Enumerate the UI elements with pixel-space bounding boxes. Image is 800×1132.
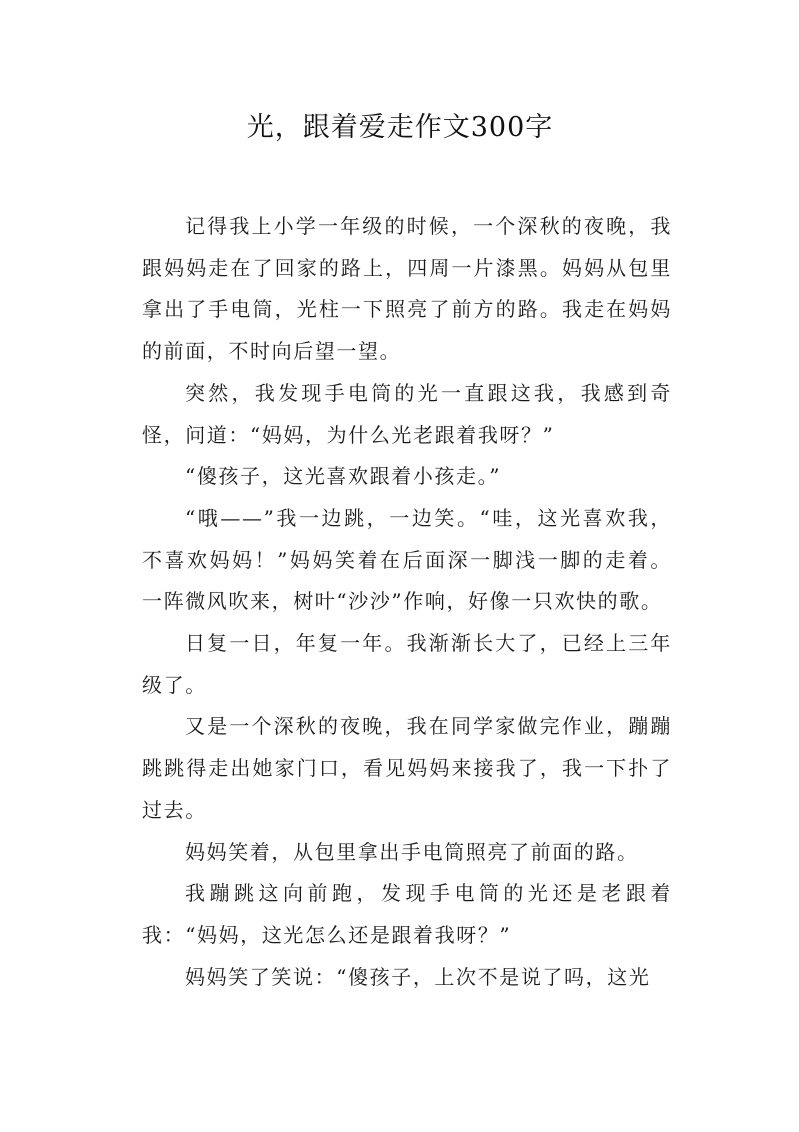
paragraph-2: 突然，我发现手电筒的光一直跟这我，我感到奇怪，问道：“妈妈，为什么光老跟着我呀？” <box>142 380 672 447</box>
paragraph-6: 又是一个深秋的夜晚，我在同学家做完作业，蹦蹦跳跳得走出她家门口，看见妈妈来接我了，我一下扑了过去。 <box>142 714 672 822</box>
paragraph-4: “哦——”我一边跳，一边笑。“哇，这光喜欢我，不喜欢妈妈！”妈妈笑着在后面深一脚浅一脚的走着。一阵微风吹来，树叶“沙沙”作响，好像一只欢快的歌。 <box>142 505 672 614</box>
page-title: 光，跟着爱走作文300字 <box>246 112 554 143</box>
paragraph-8: 我蹦跳这向前跑，发现手电筒的光还是老跟着我：“妈妈，这光怎么还是跟着我呀？” <box>142 881 672 947</box>
document-body <box>142 206 672 998</box>
paragraph-5: 日复一日，年复一年。我渐渐长大了，已经上三年级了。 <box>142 631 672 697</box>
paragraph-9: 妈妈笑了笑说：“傻孩子，上次不是说了吗，这光 <box>185 964 651 989</box>
paragraph-7: 妈妈笑着，从包里拿出手电筒照亮了前面的路。 <box>185 839 639 864</box>
paragraph-1: 记得我上小学一年级的时候，一个深秋的夜晚，我跟妈妈走在了回家的路上，四周一片漆黑。妈妈从包里拿出了手电筒，光柱一下照亮了前方的路。我走在妈妈的前面，不时向后望一望。 <box>142 214 672 364</box>
paragraph-3: “傻孩子，这光喜欢跟着小孩走。” <box>185 464 502 489</box>
